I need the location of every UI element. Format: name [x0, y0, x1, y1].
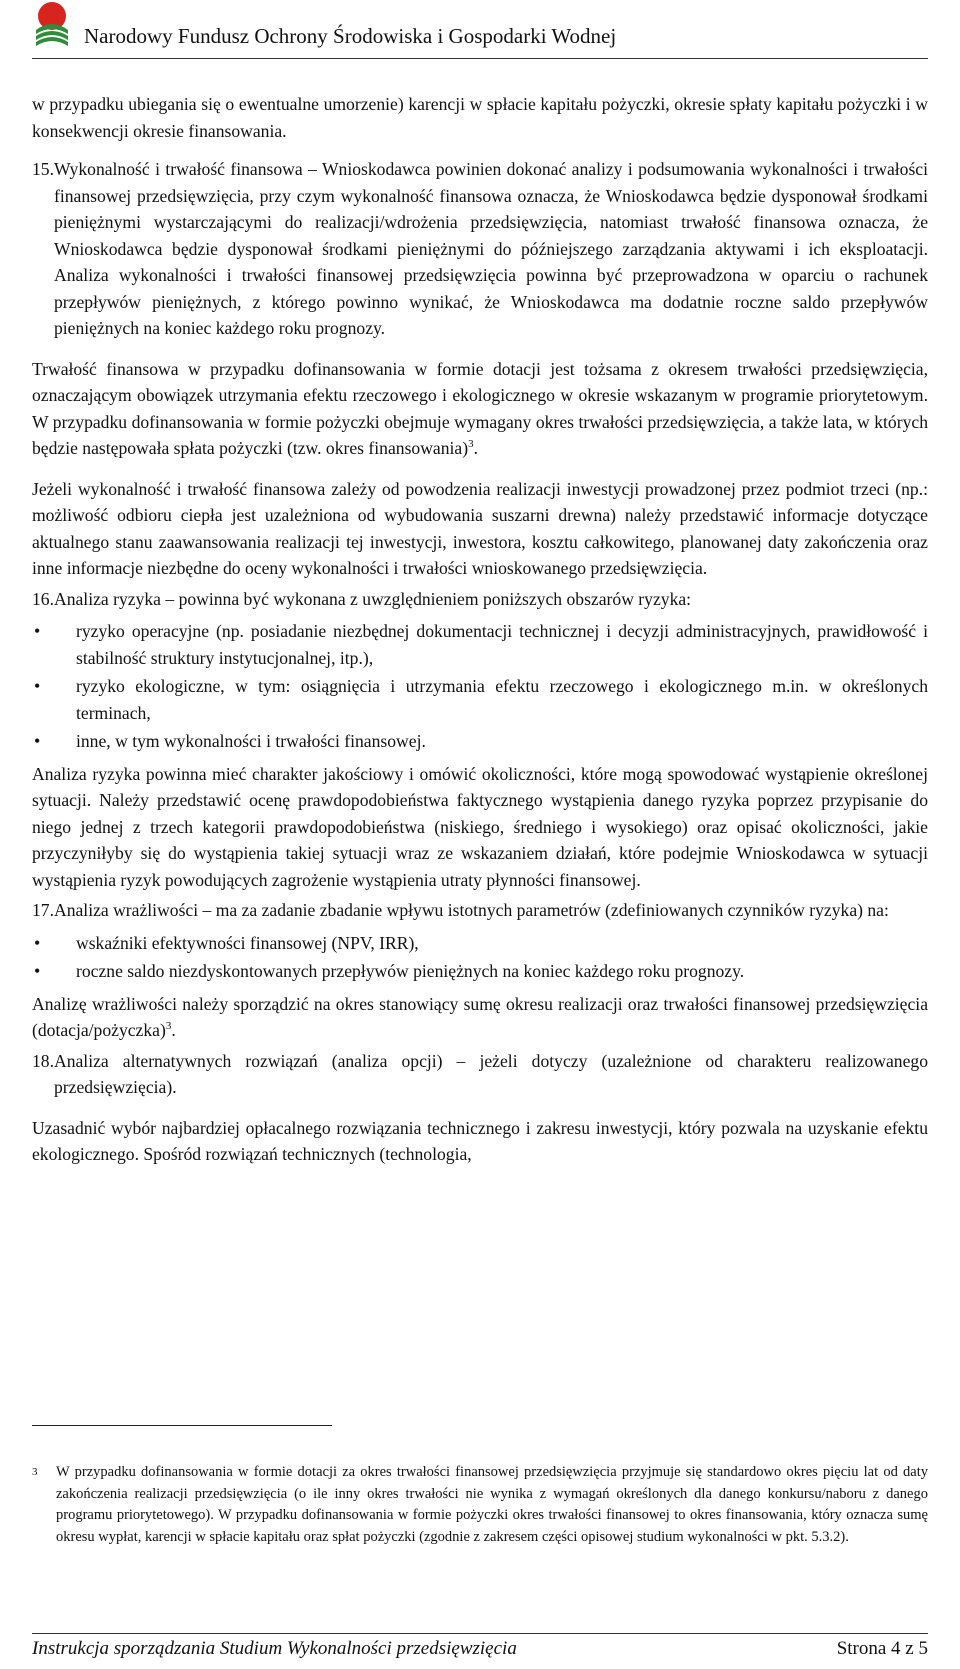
- section-16-bullet-list: [32, 618, 928, 755]
- org-name: Narodowy Fundusz Ochrony Środowiska i Gospodarki Wodnej: [84, 24, 617, 48]
- period: .: [473, 438, 478, 458]
- footnote-text: W przypadku dofinansowania w formie dotacji za okres trwałości finansowej przedsięwzięcia przyjmuje się standardowo okres pięciu lat od daty zakończenia realizacji przedsięwzięcia (o ile inny okres trwałości nie wynika z wymagań określonych dla danego konkursu/naboru z danego programu priorytetowego). W przypadku dofinansowania w formie pożyczki okres trwałości finansowej to okres finansowania, który oznacza sumę okresu wypłat, karencji w spłacie kapitału oraz spłat pożyczki (zgodnie z zakresem części opisowej studium wykonalności w pkt. 5.3.2).: [56, 1464, 928, 1545]
- section-18-text: Analiza alternatywnych rozwiązań (analiza opcji) – jeżeli dotyczy (uzależnione od charakteru realizowanego przedsięwzięcia).: [54, 1050, 928, 1097]
- bullet-icon: •: [34, 621, 41, 641]
- section-15-text: Wykonalność i trwałość finansowa – Wnioskodawca powinien dokonać analizy i podsumowania wykonalności i trwałości finansowej przedsięwzięcia, przy czym wykonalność finansowa oznacza, że Wnioskodawca będzie dysponował środkami pieniężnymi wystarczającymi do realizacji/wdrożenia przedsięwzięcia, natomiast trwałość finansowa oznacza, że Wnioskodawca będzie dysponował środkami pieniężnymi do późniejszego zarządzania aktywami i ich eksploatacji. Analiza wykonalności i trwałości finansowej przedsięwzięcia powinna być przeprowadzona w oparciu o rachunek przepływów pieniężnych, z którego powinno wynikać, że Wnioskodawca ma dodatnie roczne saldo przepływów pieniężnych na koniec każdego roku prognozy.: [54, 159, 928, 338]
- page-footer: [32, 1633, 928, 1660]
- section-15-paragraph-2: [32, 356, 928, 462]
- section-15-paragraph-3: Jeżeli wykonalność i trwałość finansowa zależy od powodzenia realizacji inwestycji prowadzonej przez podmiot trzeci (np.: możliwość odbioru ciepła jest uzależniona od wybudowania suszarni drewna) należy przedstawić informacje dotyczące aktualnego stanu zaawansowania realizacji tej inwestycji, inwestora, kosztu całkowitego, planowanej daty zakończenia oraz inne informacje niezbędne do oceny wykonalności i trwałości wnioskowanego przedsięwzięcia.: [32, 478, 928, 578]
- section-16-text: Analiza ryzyka – powinna być wykonana z uwzględnieniem poniższych obszarów ryzyka:: [54, 588, 692, 609]
- section-15-paragraph-2-text: Trwałość finansowa w przypadku dofinansowania w formie dotacji jest tożsama z okresem trwałości przedsięwzięcia, oznaczającym obowiązek utrzymania efektu rzeczowego i ekologicznego w okresie wskazanym w programie priorytetowym. W przypadku dofinansowania w formie pożyczki obejmuje wymagany okres trwałości przedsięwzięcia, a także lata, w których będzie następowała spłata pożyczki (tzw. okres finansowania): [32, 358, 928, 458]
- list-item-text: wskaźniki efektywności finansowej (NPV, IRR),: [76, 932, 419, 953]
- list-item-text: inne, w tym wykonalności i trwałości finansowej.: [76, 731, 426, 751]
- section-17-paragraph-2: [32, 991, 928, 1044]
- footnote-ref[interactable]: 3: [468, 438, 474, 451]
- list-item-text: ryzyko ekologiczne, w tym: osiągnięcia i utrzymania efektu rzeczowego i ekologicznego m.in. w określonych terminach,: [76, 676, 928, 723]
- footnote-separator: [32, 1425, 332, 1426]
- list-item: [32, 673, 928, 726]
- list-item: [32, 958, 928, 985]
- period: .: [171, 1020, 176, 1040]
- list-item-text: ryzyko operacyjne (np. posiadanie niezbędnej dokumentacji technicznej i decyzji administracyjnych, prawidłowość i stabilność struktury instytucjonalnej, itp.),: [76, 621, 928, 668]
- list-item: [32, 728, 928, 755]
- section-number: 16.: [32, 588, 54, 609]
- footer-title: Instrukcja sporządzania Studium Wykonalności przedsięwzięcia: [32, 1638, 517, 1659]
- section-18-paragraph-2: Uzasadnić wybór najbardziej opłacalnego rozwiązania technicznego i zakresu inwestycji, który pozwala na uzyskanie efektu ekologicznego. Spośród rozwiązań technicznych (technologia,: [32, 1117, 928, 1164]
- bullet-icon: •: [34, 961, 41, 981]
- section-17-paragraph-2-text: Analizę wrażliwości należy sporządzić na okres stanowiący sumę okresu realizacji oraz trwałości finansowej przedsięwzięcia (dotacja/pożyczka): [32, 993, 928, 1040]
- list-item-text: roczne saldo niezdyskontowanych przepływów pieniężnych na koniec każdego roku prognozy.: [76, 961, 745, 981]
- bullet-icon: •: [34, 932, 41, 953]
- section-number: 18.: [32, 1050, 54, 1071]
- list-item: [32, 930, 928, 957]
- footnote: [32, 1462, 928, 1548]
- bullet-icon: •: [34, 731, 41, 751]
- page-number: Strona 4 z 5: [836, 1638, 928, 1659]
- section-18: [32, 1048, 928, 1101]
- list-item: [32, 618, 928, 671]
- section-16-paragraph-2: Analiza ryzyka powinna mieć charakter jakościowy i omówić okoliczności, które mogą spowodować wystąpienie określonej sytuacji. Należy przedstawić ocenę prawdopodobieństwa faktycznego wystąpienia danego ryzyka poprzez przypisanie do niego jednej z trzech kategorii prawdopodobieństwa (niskiego, średniego i wysokiego) oraz opisać okoliczności, jakie przyczyniłyby się do wystąpienia takiej sytuacji wraz ze wskazaniem działań, które podejmie Wnioskodawca w sytuacji wystąpienia ryzyk powodujących zagrożenie wystąpienia utraty płynności finansowej.: [32, 763, 928, 890]
- nfosigw-logo-icon: [32, 0, 72, 50]
- section-16: [32, 586, 928, 613]
- footnote-mark: 3: [32, 1466, 38, 1478]
- page-header: [32, 0, 928, 59]
- footnote-ref[interactable]: 3: [165, 1020, 172, 1033]
- section-17-bullet-list: [32, 930, 928, 985]
- section-number: 15.: [32, 159, 54, 179]
- section-number: 17.: [32, 900, 54, 920]
- bullet-icon: •: [34, 676, 41, 696]
- section-15: [32, 156, 928, 342]
- section-17-text: Analiza wrażliwości – ma za zadanie zbadanie wpływu istotnych parametrów (zdefiniowanych czynników ryzyka) na:: [54, 900, 889, 920]
- section-17: [32, 897, 928, 924]
- paragraph-continued: w przypadku ubiegania się o ewentualne umorzenie) karencji w spłacie kapitału pożyczki, okresie spłaty kapitału pożyczki i w konsekwencji okresie finansowania.: [32, 94, 928, 141]
- document-body: [32, 91, 928, 1168]
